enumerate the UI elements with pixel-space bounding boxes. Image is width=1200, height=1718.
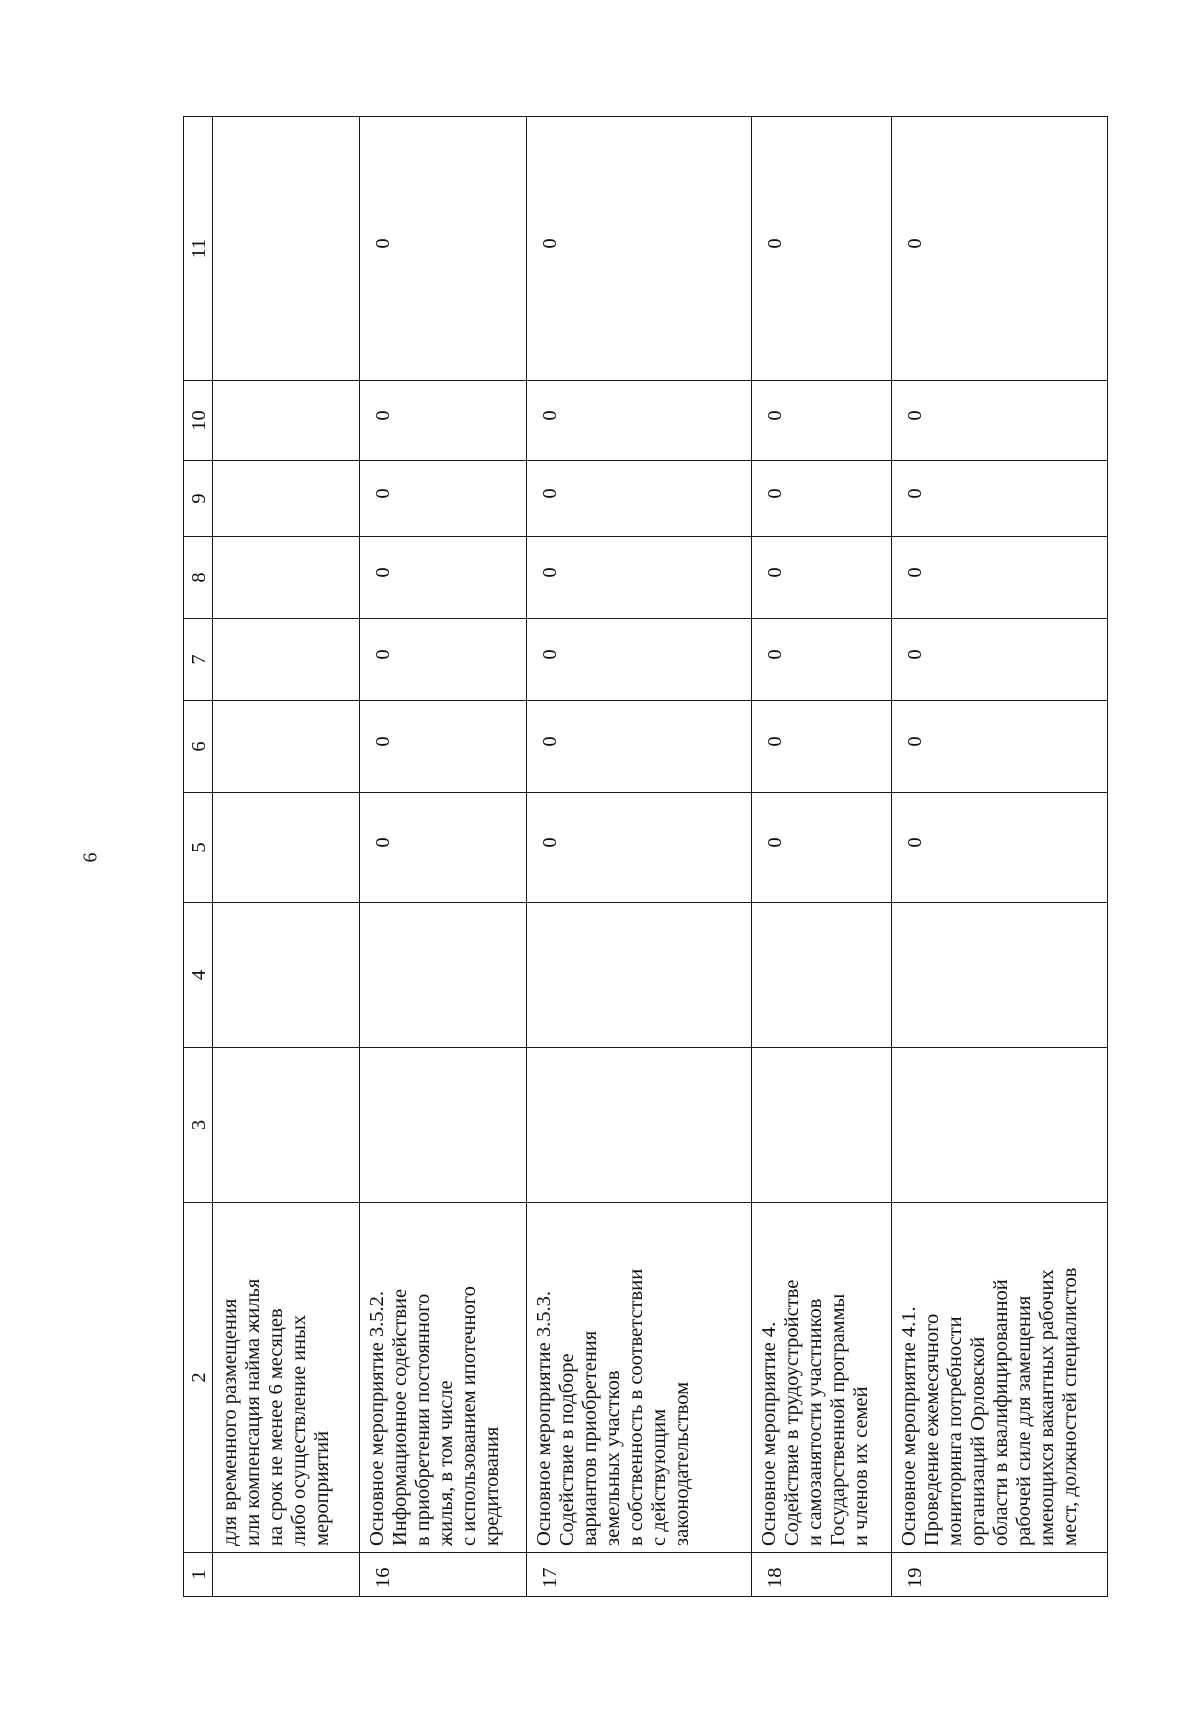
- value-cell: 0: [360, 793, 527, 903]
- row-description-cell: [892, 1203, 1108, 1553]
- value-cell: 0: [752, 619, 892, 701]
- description-line: и самозанятости участников: [804, 1298, 826, 1546]
- description-line: Государственной программы: [827, 1293, 849, 1546]
- value-cell: [213, 793, 360, 903]
- table-row: [213, 117, 360, 1597]
- value-cell: [213, 619, 360, 701]
- description-line: на срок не менее 6 месяцев: [265, 1308, 287, 1546]
- value-cell: 0: [752, 537, 892, 619]
- description-line: Основное мероприятие 3.5.2.: [366, 1291, 388, 1546]
- header-cell: 5: [184, 793, 213, 903]
- value-cell: [213, 117, 360, 381]
- value-cell: 0: [527, 461, 752, 537]
- table-wrapper: [183, 117, 1108, 1597]
- table-row: [527, 117, 752, 1597]
- header-cell: 9: [184, 461, 213, 537]
- row-number-cell: 16: [360, 1553, 527, 1597]
- header-cell: 8: [184, 537, 213, 619]
- value-cell: 0: [892, 701, 1108, 793]
- description-line: для временного размещения: [219, 1298, 241, 1546]
- program-table: [183, 116, 1108, 1597]
- row-number-cell: 17: [527, 1553, 752, 1597]
- value-cell: [892, 1048, 1108, 1203]
- value-cell: 0: [892, 619, 1108, 701]
- value-cell: 0: [752, 117, 892, 381]
- header-cell: 6: [184, 701, 213, 793]
- description-line: организаций Орловской: [967, 1336, 989, 1546]
- value-cell: 0: [360, 381, 527, 461]
- value-cell: [360, 903, 527, 1048]
- description-line: Основное мероприятие 3.5.3.: [533, 1291, 555, 1546]
- value-cell: 0: [752, 701, 892, 793]
- description-line: мониторинга потребности: [944, 1316, 966, 1546]
- value-cell: [213, 903, 360, 1048]
- description-line: с действующим: [648, 1408, 670, 1546]
- description-line: Содействие в подборе: [556, 1353, 578, 1546]
- value-cell: 0: [527, 619, 752, 701]
- description-line: имеющихся вакантных рабочих: [1036, 1269, 1058, 1546]
- table-row: [892, 117, 1108, 1597]
- value-cell: [213, 537, 360, 619]
- header-cell: 11: [184, 117, 213, 381]
- value-cell: 0: [527, 793, 752, 903]
- description-line: в собственность в соответствии: [625, 1268, 647, 1546]
- description-line: и членов их семей: [850, 1386, 872, 1546]
- value-cell: [213, 701, 360, 793]
- header-cell: 3: [184, 1048, 213, 1203]
- value-cell: 0: [752, 461, 892, 537]
- value-cell: 0: [892, 117, 1108, 381]
- value-cell: [527, 1048, 752, 1203]
- value-cell: [213, 461, 360, 537]
- page-number: 6: [79, 852, 102, 863]
- value-cell: 0: [892, 461, 1108, 537]
- value-cell: 0: [527, 381, 752, 461]
- value-cell: 0: [360, 461, 527, 537]
- value-cell: [360, 1048, 527, 1203]
- table-row: [360, 117, 527, 1597]
- value-cell: 0: [752, 381, 892, 461]
- row-description-cell: [360, 1203, 527, 1553]
- description-line: области в квалифицированной: [990, 1279, 1012, 1546]
- table-row: [752, 117, 892, 1597]
- value-cell: [892, 903, 1108, 1048]
- value-cell: [752, 1048, 892, 1203]
- description-line: рабочей силе для замещения: [1013, 1295, 1035, 1546]
- description-line: Проведение ежемесячного: [921, 1313, 943, 1546]
- value-cell: 0: [527, 537, 752, 619]
- row-description-cell: [213, 1203, 360, 1553]
- header-cell: 4: [184, 903, 213, 1048]
- description-line: законодательством: [671, 1381, 693, 1546]
- description-line: в приобретении постоянного: [412, 1293, 434, 1546]
- value-cell: [213, 1048, 360, 1203]
- value-cell: 0: [752, 793, 892, 903]
- value-cell: [752, 903, 892, 1048]
- description-line: Основное мероприятие 4.: [758, 1321, 780, 1546]
- value-cell: 0: [360, 619, 527, 701]
- value-cell: [527, 903, 752, 1048]
- row-number-cell: [213, 1553, 360, 1597]
- description-line: вариантов приобретения: [579, 1330, 601, 1546]
- description-line: кредитования: [481, 1426, 503, 1546]
- description-line: земельных участков: [602, 1370, 624, 1546]
- value-cell: 0: [360, 117, 527, 381]
- row-number-cell: 18: [752, 1553, 892, 1597]
- value-cell: 0: [892, 381, 1108, 461]
- row-number-cell: 19: [892, 1553, 1108, 1597]
- description-line: мест, должностей специалистов: [1059, 1267, 1081, 1546]
- description-line: мероприятий: [311, 1430, 333, 1546]
- description-line: Информационное содействие: [389, 1288, 411, 1546]
- description-line: Содействие в трудоустройстве: [781, 1279, 803, 1546]
- description-line: Основное мероприятие 4.1.: [898, 1306, 920, 1546]
- description-line: с использованием ипотечного: [458, 1286, 480, 1546]
- row-description-cell: [527, 1203, 752, 1553]
- header-cell: 7: [184, 619, 213, 701]
- value-cell: 0: [360, 537, 527, 619]
- description-line: либо осуществление иных: [288, 1314, 310, 1546]
- header-cell: 2: [184, 1203, 213, 1553]
- value-cell: [213, 381, 360, 461]
- value-cell: 0: [360, 701, 527, 793]
- value-cell: 0: [527, 117, 752, 381]
- value-cell: 0: [892, 793, 1108, 903]
- description-line: или компенсация найма жилья: [242, 1278, 264, 1546]
- header-cell: 10: [184, 381, 213, 461]
- value-cell: 0: [892, 537, 1108, 619]
- description-line: жилья, в том числе: [435, 1380, 457, 1546]
- value-cell: 0: [527, 701, 752, 793]
- header-cell: 1: [184, 1553, 213, 1597]
- row-description-cell: [752, 1203, 892, 1553]
- table-header-row: [184, 117, 213, 1597]
